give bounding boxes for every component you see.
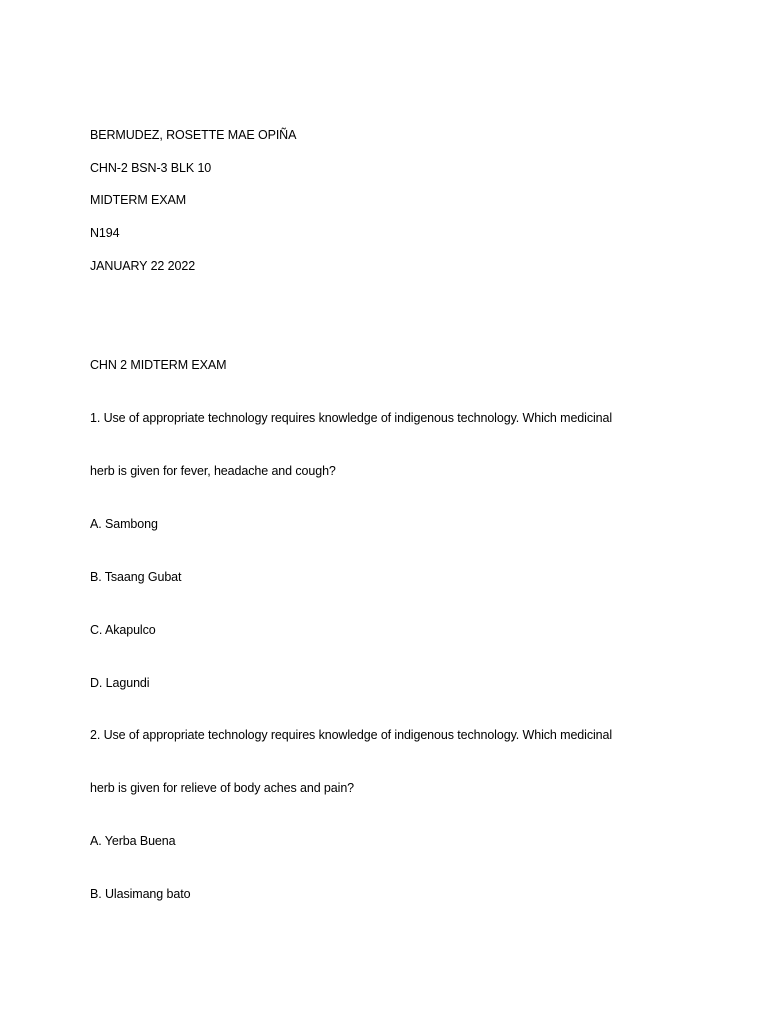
question-2-line-1: 2. Use of appropriate technology requires knowledge of indigenous technology. Which medicinal xyxy=(90,728,613,742)
exam-label: MIDTERM EXAM xyxy=(90,193,187,207)
exam-code: N194 xyxy=(90,226,120,240)
exam-title: CHN 2 MIDTERM EXAM xyxy=(90,358,227,372)
exam-date: JANUARY 22 2022 xyxy=(90,259,196,273)
course-info: CHN-2 BSN-3 BLK 10 xyxy=(90,161,212,175)
question-1-line-1: 1. Use of appropriate technology requires knowledge of indigenous technology. Which medicinal xyxy=(90,411,613,425)
question-1-option-c: C. Akapulco xyxy=(90,623,156,637)
question-1-option-d: D. Lagundi xyxy=(90,676,150,690)
question-1-option-a: A. Sambong xyxy=(90,517,158,531)
question-1-option-b: B. Tsaang Gubat xyxy=(90,570,182,584)
student-name: BERMUDEZ, ROSETTE MAE OPIÑA xyxy=(90,128,297,142)
question-2-line-2: herb is given for relieve of body aches and pain? xyxy=(90,781,355,795)
question-2-option-a: A. Yerba Buena xyxy=(90,834,176,848)
question-1-line-2: herb is given for fever, headache and cough? xyxy=(90,464,336,478)
question-2-option-b: B. Ulasimang bato xyxy=(90,887,191,901)
